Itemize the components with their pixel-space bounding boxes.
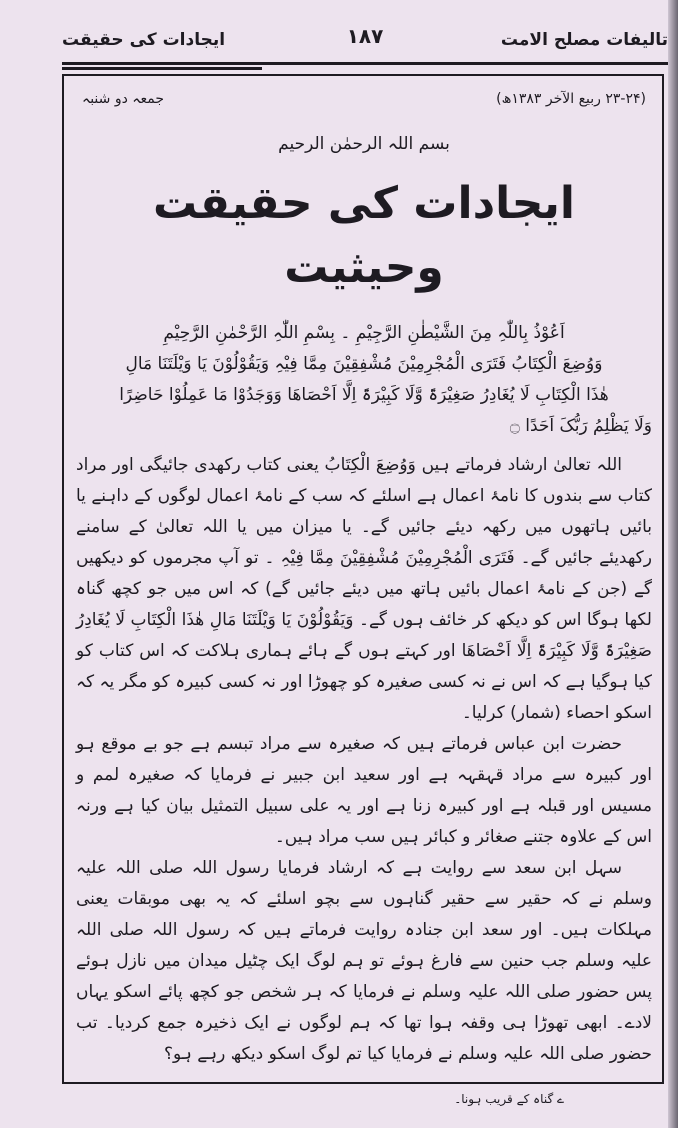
paragraph	[76, 450, 652, 729]
running-title: ایجادات کی حقیقت	[62, 30, 226, 50]
verse-line: ھٰذَا الْکِتَابِ لَا یُغَادِرُ صَغِیْرَۃً وَّلَا کَبِیْرَۃً اِلَّا اَحْصَاھَا وَوَجَدُوْا مَا عَمِلُوْا حَاضِرًا	[119, 385, 609, 405]
paragraph	[76, 853, 652, 1070]
page-edge-shadow	[668, 0, 678, 1128]
book-title: تالیفات مصلح الامت	[500, 30, 668, 50]
paragraph-text: اللہ تعالیٰ ارشاد فرماتے ہیں وَوُضِعَ الْکِتَابُ یعنی کتاب رکھدی جائیگی اور مراد کتاب سے بندوں کا نامۂ اعمال ہے اسلئے کہ سب کے نامۂ اعمال لوگوں کے داہنے یا بائیں ہاتھوں میں رکھہ دیئے جائیں گے۔ یا میزان میں یا اللہ تعالیٰ کے سامنے رکھدیئے جائیں گے۔ فَتَرَی الْمُجْرِمِیْنَ مُشْفِقِیْنَ مِمَّا فِیْہِ ۔ تو آپ مجرموں کو دیکھیں گے (جن کے نامۂ اعمال بائیں ہاتھ میں دیئے جائیں گے) کہ اس میں جو کچھ گناہ لکھا ہوگا اس کو دیکھ کر خائف ہوں گے۔ وَیَقُوْلُوْنَ یَا وَیْلَتَنَا مَالِ ھٰذَا الْکِتَابِ لَا یُغَادِرُ صَغِیْرَۃً وَّلَا کَبِیْرَۃً اِلَّا اَحْصَاھَا اور کہتے ہوں گے ہائے ہماری ہلاکت کہ اس کتاب کو کیا ہوگیا ہے کہ اس نے نہ کسی صغیرہ کو چھوڑا اور نہ کسی کبیرہ کو مگر یہ کہ اسکو احصاء (شمار) کرلیا۔	[76, 455, 652, 723]
running-header	[62, 22, 668, 56]
footnote: ے گناہ کے قریب ہونا۔	[454, 1092, 564, 1106]
header-rule-short	[62, 67, 262, 70]
session-line	[76, 88, 652, 110]
header-rule	[62, 62, 668, 65]
session-date: (۲۳-۲۴ ربیع الآخر ۱۳۸۳ھ)	[496, 91, 646, 107]
paragraph-text: حضرت ابن عباس فرماتے ہیں کہ صغیرہ سے مراد تبسم ہے جو بے موقع ہو اور کبیرہ سے مراد قہقہہ ہے اور سعید ابن جبیر نے فرمایا کہ صغیرہ لمم و مسیس اور قبلہ ہے اور کبیرہ زنا ہے اور یہ علی سبیل التمثیل بیان کیا ہے ورنہ اس کے علاوہ جتنے صغائر و کبائر ہیں سب مراد ہیں۔	[76, 734, 652, 847]
chapter-title: ایجادات کی حقیقت وحیثیت	[152, 178, 576, 293]
bismillah: بسم اللہ الرحمٰن الرحیم	[278, 134, 450, 154]
verse-line: اَعُوْذُ بِاللّٰہِ مِنَ الشَّیْطٰنِ الرَّجِیْمِ ۔ بِسْمِ اللّٰہِ الرَّحْمٰنِ الرَّحِیْمِ	[163, 323, 565, 343]
page-number: ۱۸۷	[346, 24, 384, 48]
body-text	[76, 318, 652, 1070]
paragraph	[76, 729, 652, 853]
quran-verse	[76, 318, 652, 442]
session-day: جمعہ دو شنبہ	[82, 91, 164, 107]
text-frame	[62, 74, 664, 1084]
verse-line: وَوُضِعَ الْکِتَابُ فَتَرَی الْمُجْرِمِیْنَ مُشْفِقِیْنَ مِمَّا فِیْہِ وَیَقُوْلُوْنَ یَا وَیْلَتَنَا مَالِ	[125, 354, 603, 374]
paragraph-text: سہل ابن سعد سے روایت ہے کہ ارشاد فرمایا رسول اللہ صلی اللہ علیہ وسلم نے کہ حقیر سے حقیر گناہوں سے بچو اسلئے کہ یہ بھی موبقات یعنی مہلکات ہیں۔ اور سعد ابن جنادہ روایت فرماتے ہیں کہ رسول اللہ صلی اللہ علیہ وسلم جب حنین سے فارغ ہوئے تو ہم لوگ ایک چٹیل میدان میں نازل ہوئے پس حضور صلی اللہ علیہ وسلم نے فرمایا کہ ہر شخص جو کچھ پائے اسکو یہاں لادے۔ ابھی تھوڑا ہی وقفہ ہوا تھا کہ ہم لوگوں نے ایک ذخیرہ جمع کردیا۔ تب حضور صلی اللہ علیہ وسلم نے فرمایا کیا تم لوگ اسکو دیکھ رہے ہو؟	[76, 858, 652, 1064]
verse-line: وَلَا یَظْلِمُ رَبُّکَ اَحَدًا ۝	[509, 416, 652, 436]
